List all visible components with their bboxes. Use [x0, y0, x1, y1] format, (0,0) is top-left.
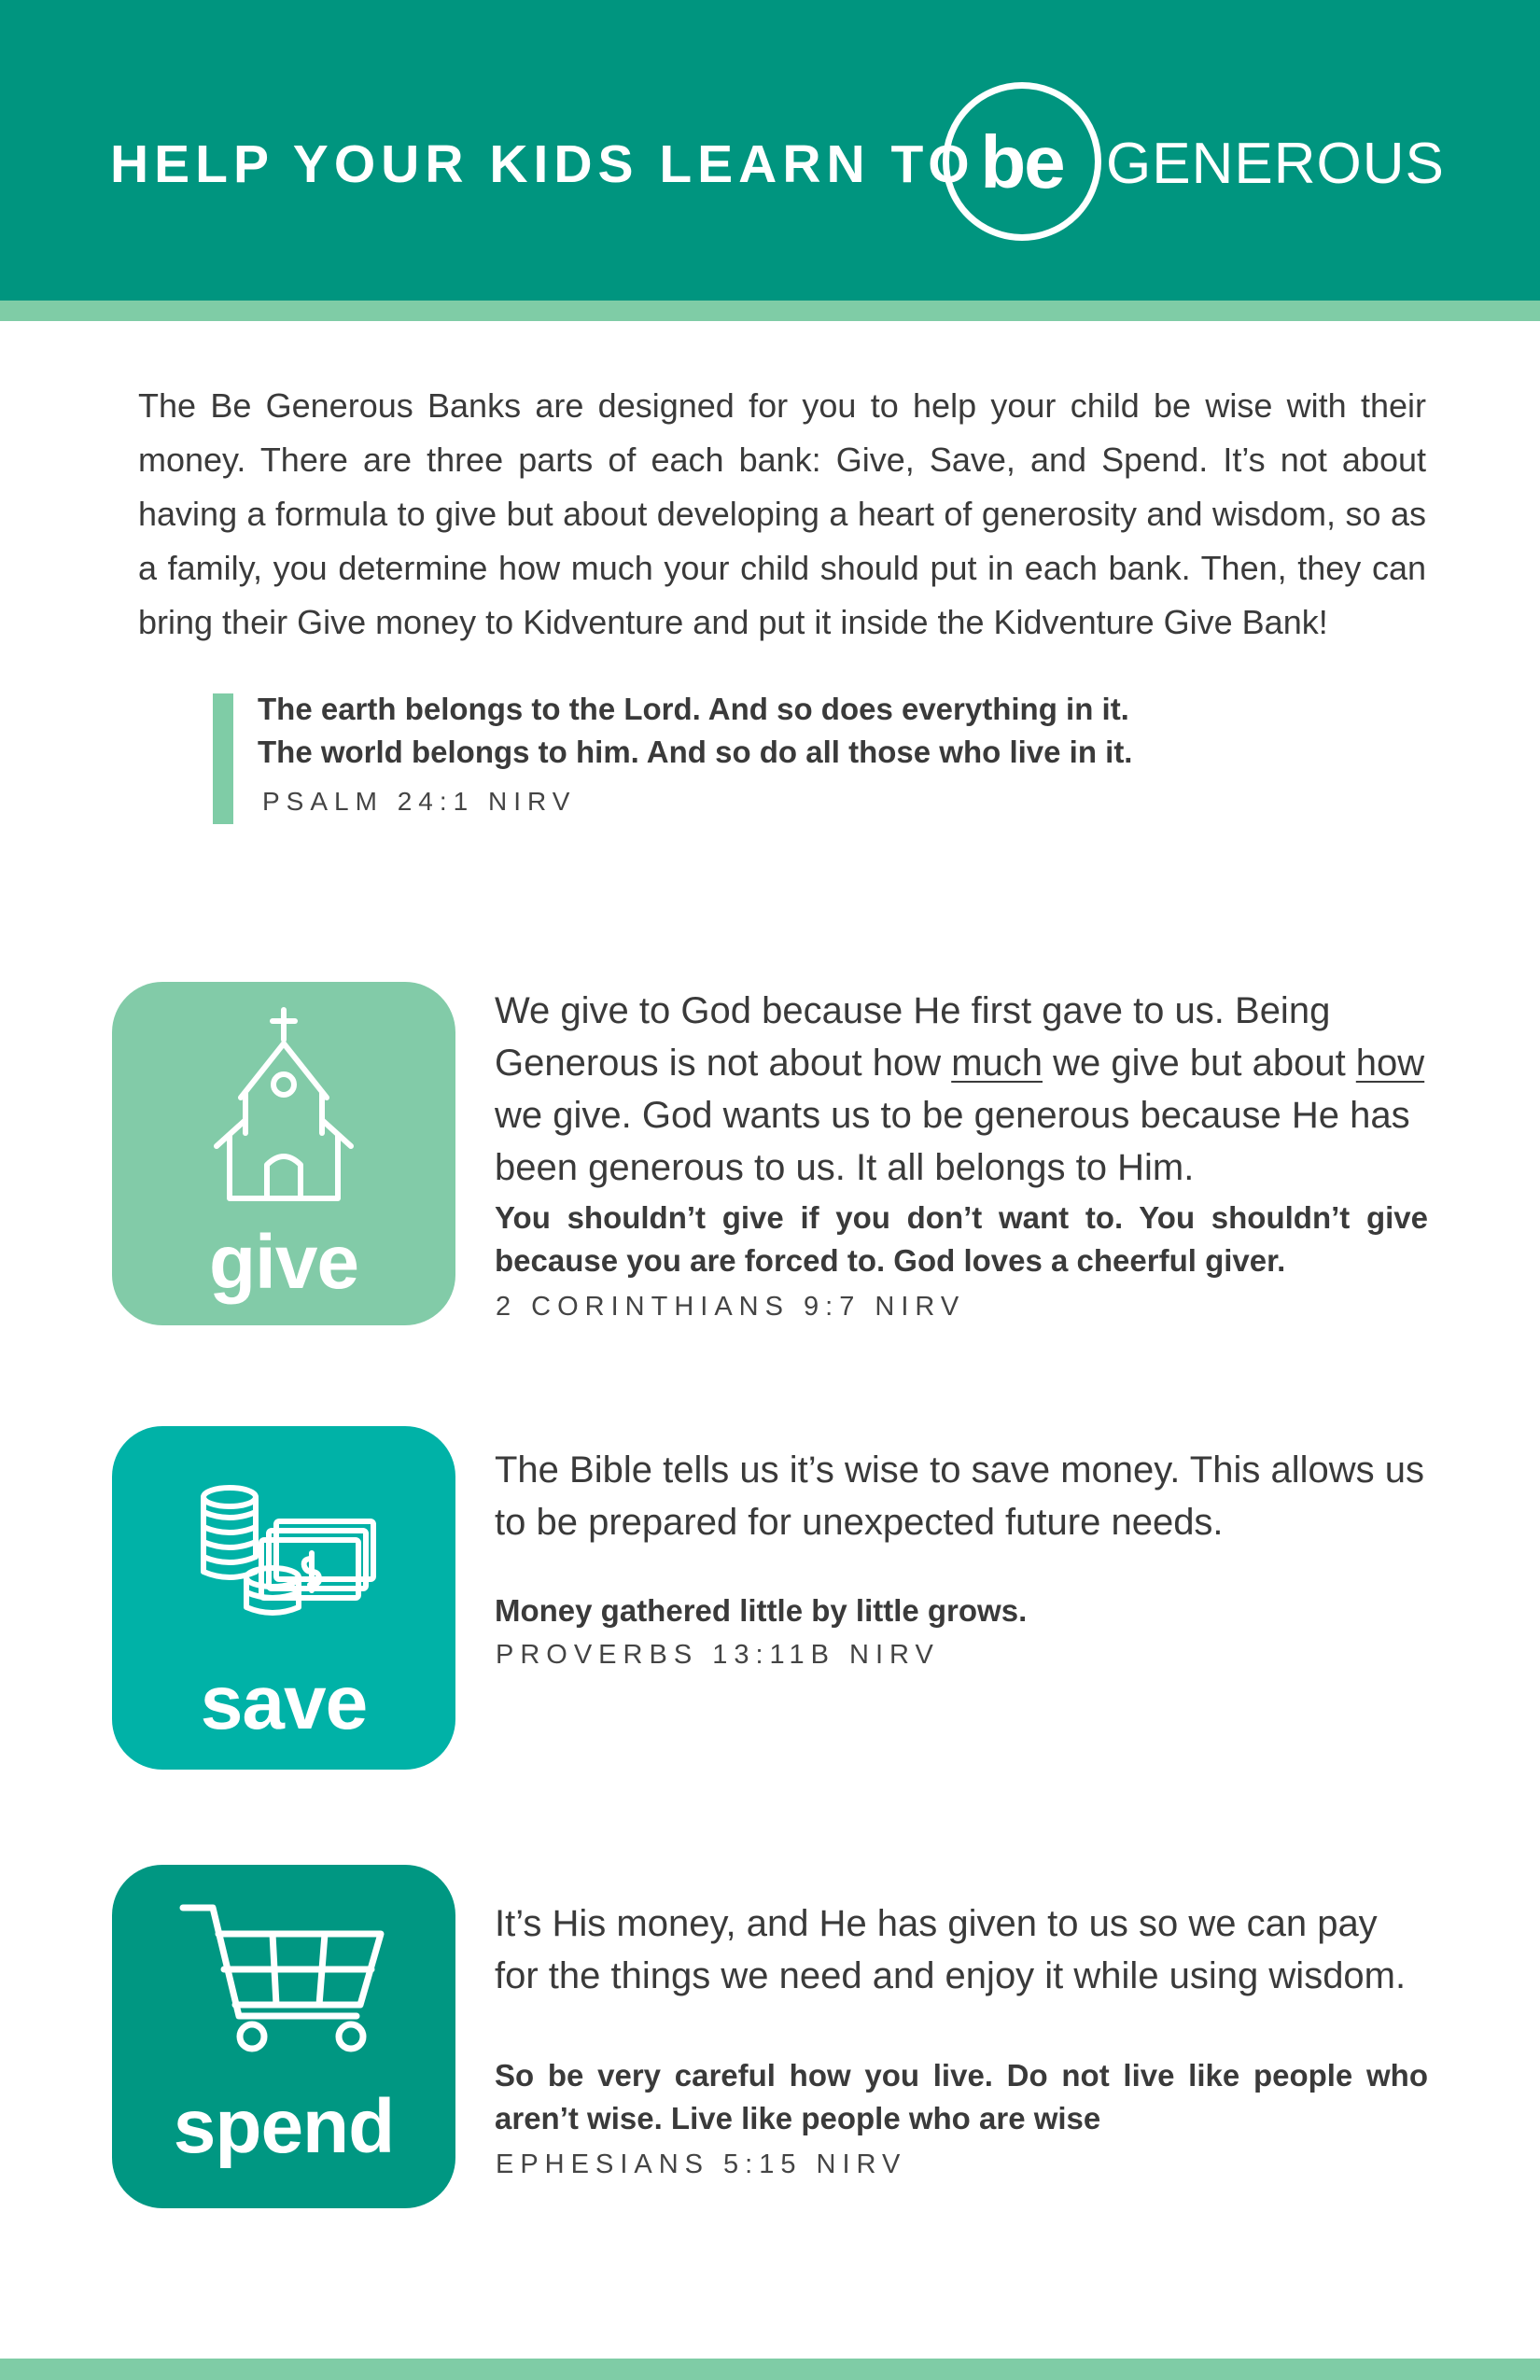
save-verse: Money gathered little by little grows.: [495, 1593, 1028, 1628]
save-description: The Bible tells us it’s wise to save money. This allows us to be prepared for unexpected future needs.: [495, 1449, 1424, 1543]
psalm-line-1: The earth belongs to the Lord. And so does everything in it.: [258, 692, 1129, 726]
give-text-emphasis-much: much: [951, 1043, 1043, 1084]
spend-description: It’s His money, and He has given to us so we can pay for the things we need and enjoy it while using wisdom.: [495, 1903, 1407, 1996]
give-text-part-2: we give but about: [1043, 1043, 1356, 1084]
page-title: HELP YOUR KIDS LEARN TO: [110, 134, 975, 194]
footer-accent-stripe: [0, 2359, 1540, 2380]
give-text-emphasis-how: how: [1355, 1043, 1425, 1084]
spend-reference: EPHESIANS 5:15 NIRV: [496, 2149, 907, 2179]
be-logo-circle: [943, 82, 1101, 241]
give-reference: 2 CORINTHIANS 9:7 NIRV: [496, 1292, 966, 1322]
be-logo-text: be: [980, 120, 1064, 203]
save-tile: [112, 1426, 455, 1770]
save-reference: PROVERBS 13:11B NIRV: [496, 1640, 940, 1670]
give-tile: [112, 982, 455, 1325]
spend-verse: So be very careful how you live. Do not live like people who aren’t wise. Live like people who are wise: [495, 2058, 1428, 2135]
psalm-line-2: The world belongs to him. And so do all those who live in it.: [258, 735, 1133, 769]
give-verse: You shouldn’t give if you don’t want to. You shouldn’t give because you are forced to. God loves a cheerful giver.: [495, 1200, 1428, 1278]
header-banner: [0, 0, 1540, 301]
give-text-part-3: we give. God wants us to be generous because He has been generous to us. It all belongs to Him.: [495, 1095, 1410, 1188]
spend-label: spend: [173, 2084, 395, 2169]
quote-accent-bar: [213, 693, 233, 824]
generous-logo-text: GENEROUS: [1106, 132, 1445, 196]
save-label: save: [200, 1660, 368, 1745]
intro-paragraph: The Be Generous Banks are designed for you to help your child be wise with their money. There are three parts of each bank: Give, Save, and Spend. It’s not about having a formula to give but about developing a heart of generosity and wisdom, so as a family, you determine how much your child should put in each bank. Then, they can bring their Give money to Kidventure and put it inside the Kidventure Give Bank!: [138, 386, 1426, 641]
psalm-reference: PSALM 24:1 NIRV: [262, 787, 577, 816]
give-description: [495, 985, 1428, 1194]
give-text-part-1: We give to God because He first gave to us. Being Generous is not about how: [495, 990, 1331, 1084]
psalm-quote: [258, 688, 1284, 774]
spend-tile: [112, 1865, 455, 2208]
give-label: give: [208, 1220, 359, 1305]
header-accent-stripe: [0, 301, 1540, 321]
